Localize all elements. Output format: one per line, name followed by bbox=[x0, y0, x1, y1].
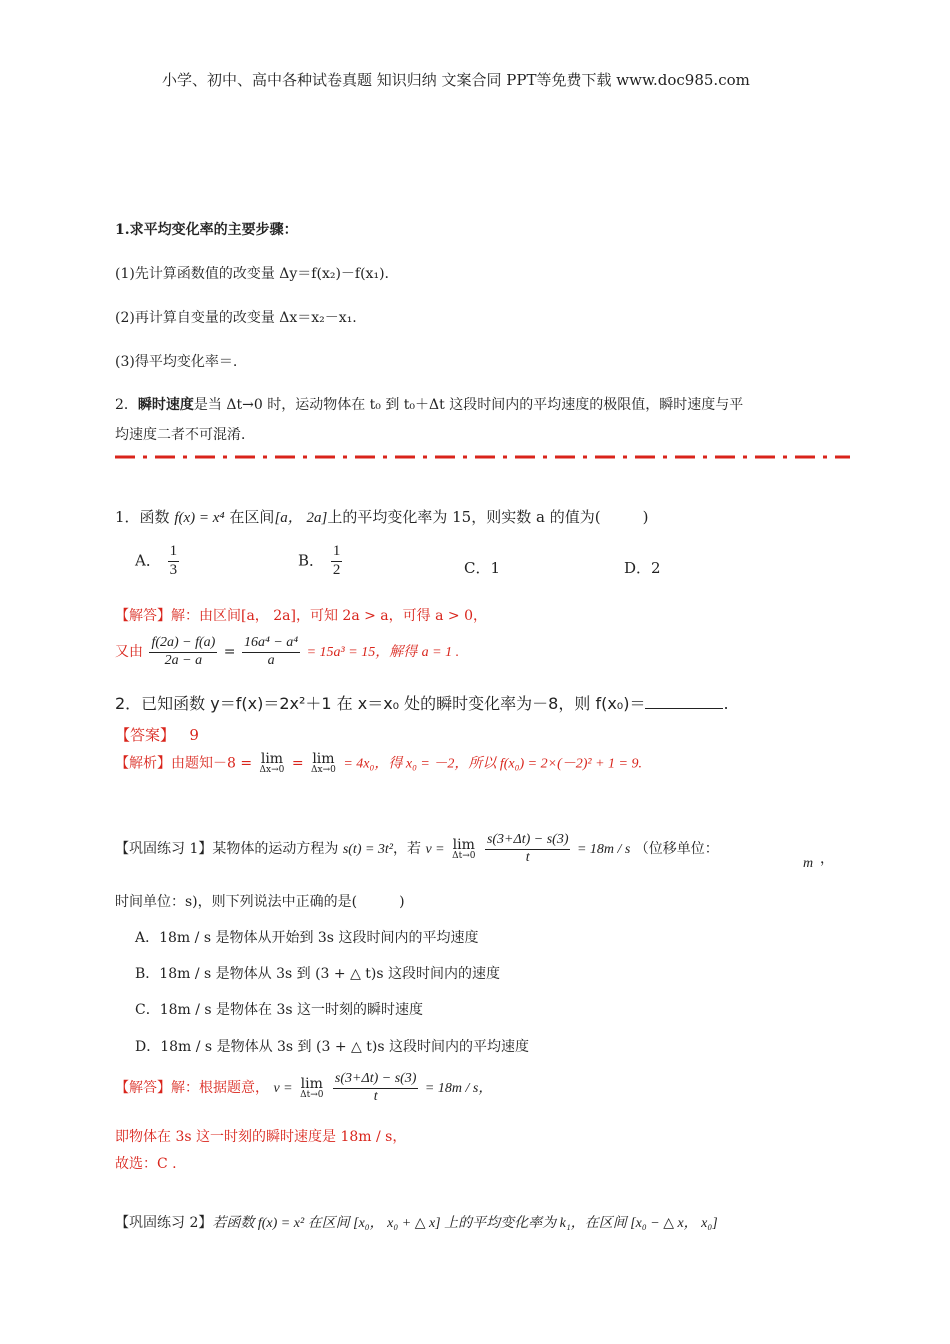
q1-answer-line-2: 又由 $\frac{f(2a) - f(a)}{2a - a}$ = $\frac{\text{16a⁴ − a⁴}}{a}$ = 15a³ = 15，解得 a = 1 . bbox=[115, 635, 460, 668]
q1-option-a[interactable]: A． $\frac{1}{3}$ bbox=[135, 543, 178, 578]
q1-option-b[interactable]: B． $\frac{1}{2}$ bbox=[298, 543, 341, 578]
practice-1-line-2: 时间单位：s)，则下列说法中正确的是( ) bbox=[115, 894, 405, 910]
section-divider bbox=[115, 454, 850, 460]
summary-step-2: (2)再计算自变量的改变量 Δx＝x₂－x₁. bbox=[115, 310, 357, 326]
page-header: 小学、初中、高中各种试卷真题 知识归纳 文案合同 PPT等免费下载 www.doc985.com bbox=[162, 71, 750, 89]
practice-1-comma: ， bbox=[820, 851, 834, 867]
practice-2: 【巩固练习 2】若函数 f(x) = x² 在区间 [x₀， x₀ + △ x] 上的平均变化率为 k₁，在区间 [x₀ − △ x， x₀] bbox=[115, 1215, 718, 1231]
q1-answer-line-1: 【解答】解：由区间[a， 2a]，可知 2a > a，可得 a > 0， bbox=[115, 608, 487, 624]
q1-option-d[interactable]: D．2 bbox=[624, 559, 661, 577]
p1-option-a[interactable]: A．18m / s 是物体从开始到 3s 这段时间内的平均速度 bbox=[135, 930, 479, 946]
summary-point-2: 2．瞬时速度是当 Δt→0 时，运动物体在 t₀ 到 t₀＋Δt 这段时间内的平均速度的极限值，瞬时速度与平 bbox=[115, 397, 744, 413]
p1-answer-line-3: 故选：C . bbox=[115, 1156, 177, 1172]
q1-option-c[interactable]: C．1 bbox=[464, 559, 501, 577]
p1-answer-line-2: 即物体在 3s 这一时刻的瞬时速度是 18m / s， bbox=[115, 1129, 407, 1145]
p1-option-d[interactable]: D．18m / s 是物体从 3s 到 (3 + △ t)s 这段时间内的平均速度 bbox=[135, 1039, 529, 1055]
p1-option-b[interactable]: B．18m / s 是物体从 3s 到 (3 + △ t)s 这段时间内的速度 bbox=[135, 966, 501, 982]
summary-point-2-cont: 均速度二者不可混淆． bbox=[115, 427, 255, 443]
summary-title: 1.求平均变化率的主要步骤： bbox=[115, 222, 298, 238]
practice-1: 【巩固练习 1】某物体的运动方程为 s(t) = 3t²，若 v = lim Δt→0 $\frac{s(3+\Delta t) - s(3)}{t}$ = 18m / s （位移单位： bbox=[115, 832, 719, 865]
p1-answer-line-1: 【解答】解：根据题意， v = lim Δt→0 $\frac{s(3+\Delta t) - s(3)}{t}$ = 18m / s， bbox=[115, 1071, 493, 1104]
summary-step-3: (3)得平均变化率＝. bbox=[115, 354, 238, 370]
p1-option-c[interactable]: C．18m / s 是物体在 3s 这一时刻的瞬时速度 bbox=[135, 1002, 424, 1018]
question-1: 1．函数 f(x) = x⁴ 在区间[a， 2a]上的平均变化率为 15，则实数 a 的值为( ) bbox=[115, 508, 649, 526]
q2-solution: 【解析】由题知－8 = lim Δx→0 = lim Δx→0 = 4x₀，得 x₀ = －2，所以 f(x₀) = 2×(－2)² + 1 = 9. bbox=[115, 751, 642, 775]
q2-answer: 【答案】 9 bbox=[115, 726, 199, 744]
practice-1-unit-m: m bbox=[803, 856, 814, 871]
question-2: 2．已知函数 y＝f(x)＝2x²＋1 在 x＝x₀ 处的瞬时变化率为－8，则 f(x₀)＝ . bbox=[115, 694, 729, 713]
q2-answer-blank[interactable] bbox=[645, 694, 723, 709]
summary-step-1: (1)先计算函数值的改变量 Δy＝f(x₂)－f(x₁). bbox=[115, 266, 389, 282]
